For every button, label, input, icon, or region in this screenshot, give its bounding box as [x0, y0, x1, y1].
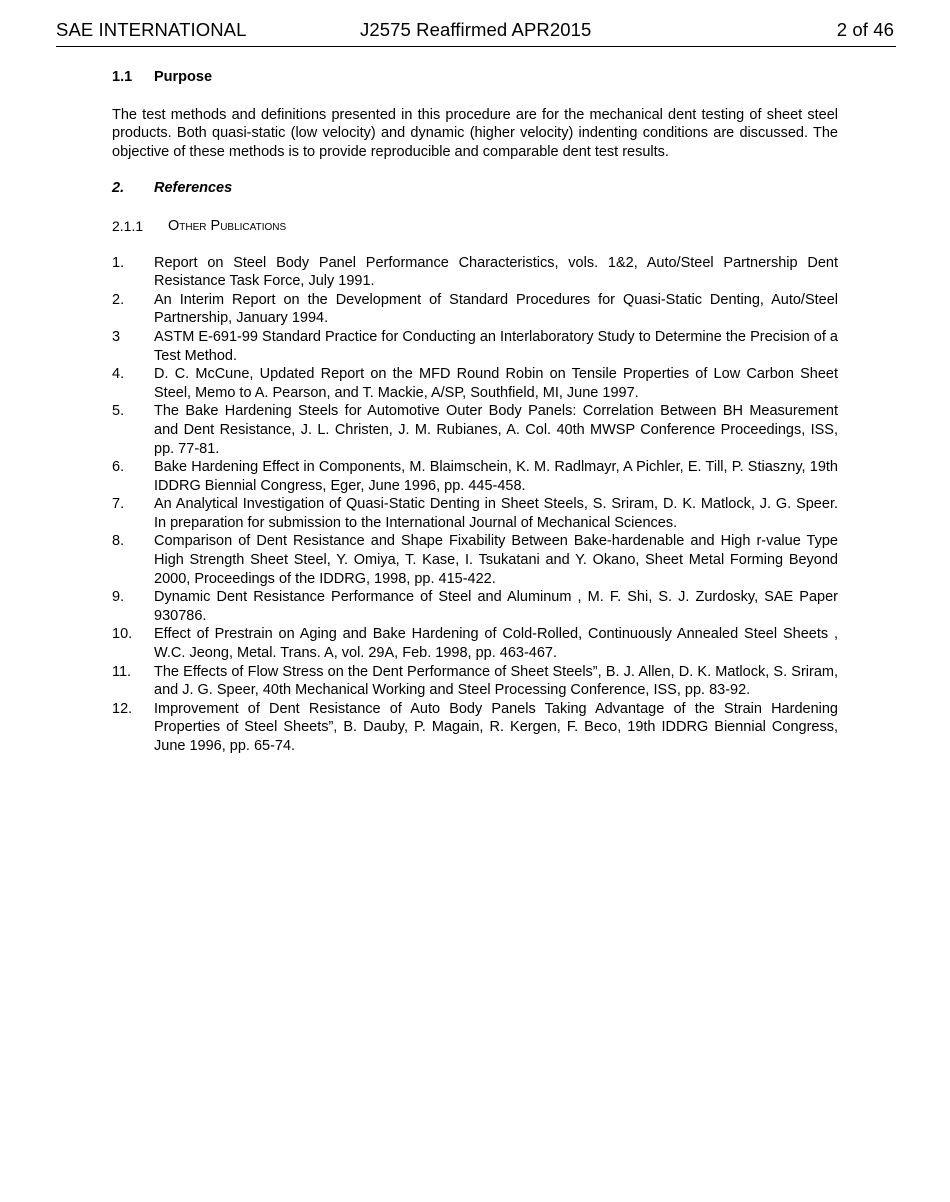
- reference-item: [112, 402, 838, 458]
- page-content: [112, 66, 838, 756]
- reference-item: [112, 532, 838, 588]
- reference-item: [112, 458, 838, 495]
- page-header: [56, 18, 896, 47]
- reference-number: 7.: [112, 496, 125, 513]
- reference-text: Improvement of Dent Resistance of Auto Body Panels Taking Advantage of the Strain Hardening Properties of Steel Sheets”, B. Dauby, P. Magain, R. Kergen, F. Beco, 19th IDDRG Biennial Congress, June 1996, pp. 65-74.: [154, 700, 838, 754]
- section-title: References: [154, 180, 233, 197]
- reference-item: [112, 700, 838, 756]
- reference-number: 8.: [112, 533, 125, 550]
- reference-number: 10.: [112, 626, 133, 643]
- reference-text: Comparison of Dent Resistance and Shape Fixability Between Bake-hardenable and High r-value Type High Strength Sheet Steel, Y. Omiya, T. Kase, I. Tsukatani and Y. Okano, Sheet Metal Forming Beyond 2000, Proceedings of the IDDRG, 1998, pp. 415-422.: [154, 533, 838, 587]
- subsection-number: 2.1.1: [112, 217, 144, 234]
- reference-text: Dynamic Dent Resistance Performance of Steel and Aluminum , M. F. Shi, S. J. Zurdosky, SAE Paper 930786.: [154, 589, 838, 624]
- reference-item: [112, 625, 838, 662]
- reference-text: An Interim Report on the Development of Standard Procedures for Quasi-Static Denting, Auto/Steel Partnership, January 1994.: [154, 291, 838, 327]
- reference-number: 9.: [112, 589, 125, 606]
- reference-text: D. C. McCune, Updated Report on the MFD Round Robin on Tensile Properties of Low Carbon Sheet Steel, Memo to A. Pearson, and T. Mackie, A/SP, Southfield, MI, June 1997.: [154, 366, 838, 401]
- subsection-heading: [112, 217, 838, 236]
- subsection-title: Other Publications: [168, 217, 287, 234]
- reference-number: 4.: [112, 366, 125, 383]
- section-heading-references: [112, 179, 838, 198]
- reference-number: 3: [112, 328, 121, 345]
- reference-list: [112, 254, 838, 756]
- reference-text: The Bake Hardening Steels for Automotive Outer Body Panels: Correlation Between BH Measurement and Dent Resistance, J. L. Christen, J. M. Rubianes, A. Col. 40th MWSP Conference Proceedings, ISS, pp. 77-81.: [154, 403, 838, 457]
- document-id: J2575 Reaffirmed APR2015: [360, 19, 592, 40]
- reference-item: [112, 291, 838, 328]
- section-title: Purpose: [154, 69, 213, 85]
- reference-item: [112, 254, 838, 291]
- reference-text: Report on Steel Body Panel Performance Characteristics, vols. 1&2, Auto/Steel Partnership Dent Resistance Task Force, July 1991.: [154, 254, 838, 290]
- reference-text: An Analytical Investigation of Quasi-Static Denting in Sheet Steels, S. Sriram, D. K. Matlock, J. G. Speer. In preparation for submission to the International Journal of Mechanical Sciences.: [154, 496, 838, 531]
- publisher-name: SAE INTERNATIONAL: [56, 19, 247, 40]
- purpose-paragraph: The test methods and definitions presented in this procedure are for the mechanical dent testing of sheet steel products. Both quasi-static (low velocity) and dynamic (higher velocity) indenting conditions are discussed. The objective of these methods is to provide reproducible and comparable dent test results.: [112, 106, 838, 160]
- reference-number: 1.: [112, 254, 125, 271]
- reference-number: 12.: [112, 700, 133, 717]
- section-heading-purpose: [112, 68, 838, 87]
- reference-item: [112, 588, 838, 625]
- section-number: 2.: [112, 180, 125, 197]
- reference-number: 5.: [112, 403, 125, 420]
- reference-number: 11.: [112, 663, 132, 680]
- reference-number: 2.: [112, 291, 125, 308]
- reference-item: [112, 495, 838, 532]
- page-number: 2 of 46: [836, 19, 894, 40]
- reference-text: ASTM E-691-99 Standard Practice for Conducting an Interlaboratory Study to Determine the Precision of a Test Method.: [154, 328, 838, 364]
- reference-number: 6.: [112, 459, 125, 476]
- reference-text: The Effects of Flow Stress on the Dent Performance of Sheet Steels”, B. J. Allen, D. K. Matlock, S. Sriram, and J. G. Speer, 40th Mechanical Working and Steel Processing Conference, ISS, pp. 83-92.: [154, 663, 838, 699]
- section-number: 1.1: [112, 69, 133, 85]
- reference-item: [112, 328, 838, 365]
- reference-item: [112, 663, 838, 700]
- reference-item: [112, 365, 838, 402]
- reference-text: Bake Hardening Effect in Components, M. Blaimschein, K. M. Radlmayr, A Pichler, E. Till, P. Stiaszny, 19th IDDRG Biennial Congress, Eger, June 1996, pp. 445-458.: [154, 459, 838, 494]
- reference-text: Effect of Prestrain on Aging and Bake Hardening of Cold-Rolled, Continuously Annealed Steel Sheets , W.C. Jeong, Metal. Trans. A, vol. 29A, Feb. 1998, pp. 463-467.: [154, 626, 838, 662]
